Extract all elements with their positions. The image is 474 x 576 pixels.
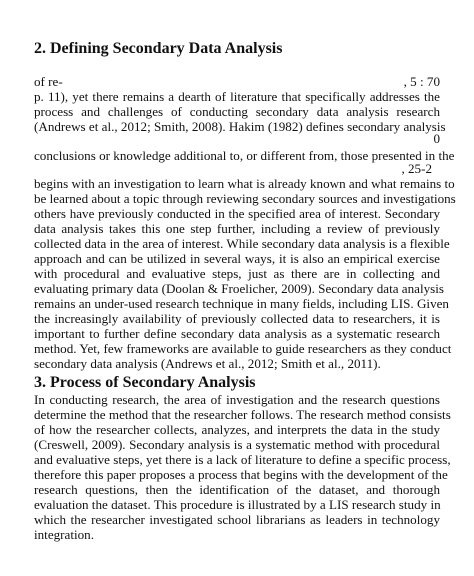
paragraph-line: remains an under-used research technique in many fields, including LIS. Given [34,296,449,311]
paragraph-line: and evaluative steps, yet there is a lack of literature to define a specific process, [34,452,451,467]
paragraph-line [34,74,440,89]
line-right-fragment: , 5 : 70 [403,74,440,89]
section-heading-process: 3. Process of Secondary Analysis [34,374,256,391]
paragraph-line: collected data in the area of interest. While secondary data analysis is a flexible [34,236,450,251]
paragraph-line: with procedural and evaluative steps, just as there are in collecting and [34,266,440,281]
paragraph-line: research questions, then the identification of the dataset, and thorough [34,482,440,497]
paragraph-line: evaluating primary data (Doolan & Froelicher, 2009). Secondary data analysis [34,281,444,296]
paragraph-line: determine the method that the researcher follows. The research method consists [34,407,451,422]
paragraph-line: the increasingly availability of previously collected data to researchers, it is [34,311,440,326]
paragraph-line: approach and can be utilized in several ways, it is also an empirical exercise [34,251,440,266]
paragraph-line: conclusions or knowledge additional to, or different from, those presented in the [34,148,455,163]
paragraph-line: be learned about a topic through reviewing secondary sources and investigations [34,191,456,206]
paragraph-line: secondary data analysis (Andrews et al., 2012; Smith et al., 2011). [34,356,381,371]
paragraph-line: begins with an investigation to learn what is already known and what remains to [34,176,455,191]
paragraph-line: others have previously conducted in the specified area of interest. Secondary [34,206,440,221]
paragraph-line: data analysis takes this one step further, including a review of previously [34,221,440,236]
paragraph-line: (Andrews et al., 2012; Smith, 2008). Hakim (1982) defines secondary analysis [34,119,446,134]
section-heading-defining: 2. Defining Secondary Data Analysis [34,40,283,57]
paragraph-line: of how the researcher collects, analyzes, and interprets the data in the study [34,422,440,437]
paragraph-line: which the researcher investigated school librarians as leaders in technology [34,512,440,527]
paragraph-line: integration. [34,527,94,542]
paragraph-line: important to further define secondary data analysis as a systematic research [34,326,440,341]
paragraph-line: evaluation the dataset. This procedure is illustrated by a LIS research study in [34,497,441,512]
line-left-fragment: of re- [34,74,63,89]
paragraph-line: In conducting research, the area of investigation and the research questions [34,392,440,407]
line-right-fragment: , 25-2 [401,161,432,176]
paragraph-line: (Creswell, 2009). Secondary analysis is a systematic method with procedural [34,437,440,452]
paragraph-line: therefore this paper proposes a process that begins with the development of the [34,467,448,482]
paragraph-line: process and challenges of conducting secondary data analysis research [34,104,440,119]
line-right-fragment: 0 [433,131,440,146]
paragraph-line: method. Yet, few frameworks are available to guide researchers as they conduct [34,341,452,356]
paragraph-line: p. 11), yet there remains a dearth of literature that specifically addresses the [34,89,440,104]
